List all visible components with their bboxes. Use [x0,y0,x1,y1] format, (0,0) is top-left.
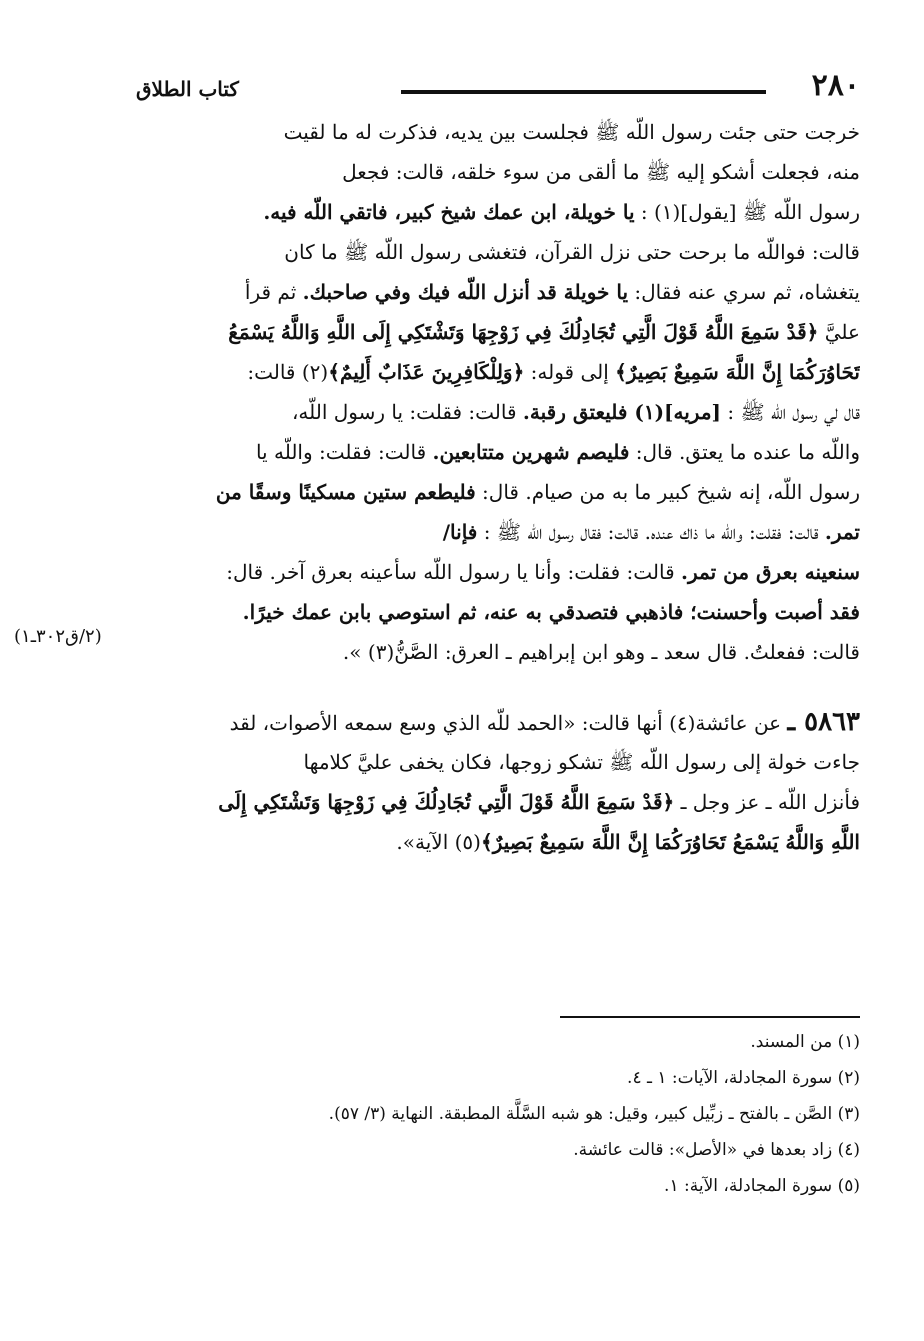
text-line [136,592,860,632]
text-segment: (٥) الآية». [396,830,481,854]
text-line [136,632,860,672]
text-line [136,152,860,192]
book-title: كتاب الطلاق [136,77,239,101]
page-number: ٢٨٠ [811,68,860,103]
text-segment: عليَّ [818,320,860,344]
text-segment: قالت: فقلت: يا رسول اللّه، [291,400,523,424]
footnote-3: (٣) الصَّن ـ بالفتح ـ زبِّيل كبير، وقيل: هو شبه السَّلَّة المطبقة. النهاية (٣/ ٥٧). [328,1104,860,1124]
text-segment: عن عائشة(٤) أنها قالت: «الحمد للّه الذي وسع سمعه الأصوات، لقد [229,711,782,735]
bold-text-segment: فليصم شهرين متتابعين. [432,440,630,464]
bold-text-segment: تَحَاوُرَكُمَا إِنَّ اللَّهَ سَمِيعٌ بَصِيرٌ﴾ [615,360,860,384]
text-line [136,192,860,232]
footnote-5: (٥) سورة المجادلة، الآية: ١. [664,1176,860,1196]
bold-text-segment: اللَّهِ وَاللَّهُ يَسْمَعُ تَحَاوُرَكُمَا إِنَّ اللَّهَ سَمِيعٌ بَصِيرٌ﴾ [480,830,860,854]
bold-text-segment: ﴿قَدْ سَمِعَ اللَّهُ قَوْلَ الَّتِي تُجَادِلُكَ فِي زَوْجِهَا وَتَشْتَكِي إِلَى اللَّهِ وَاللَّهُ يَسْمَعُ [228,320,819,344]
text-segment: قالت: فواللّه ما برحت حتى نزل القرآن، فتغشى رسول اللّه ﷺ ما كان [284,240,860,264]
footnotes [136,1024,860,1204]
text-line [136,702,860,742]
text-segment: يتغشاه، ثم سري عنه فقال: [628,280,860,304]
footnote-4: (٤) زاد بعدها في «الأصل»: قالت عائشة. [573,1140,860,1160]
text-segment: قالت: فقلت: واللّه يا [255,440,433,464]
text-line [136,392,860,432]
bold-text-segment: سنعينه بعرق من تمر. [681,560,860,584]
text-line [136,782,860,822]
bold-text-segment: فقد أصبت وأحسنت؛ فاذهبي فتصدقي به عنه، ثم استوصي بابن عمك خيرًا. [242,600,860,624]
text-segment: إلى قوله: [524,360,616,384]
text-line [136,272,860,312]
bold-text-segment: فإنا/ [442,520,478,544]
text-segment: قالت: ففعلتُ. قال سعد ـ وهو ابن إبراهيم ـ العرق: الصَّنُّ(٣) ». [342,640,860,664]
text-line [136,822,860,862]
text-segment: قالت: فقلت: وأنا يا رسول اللّه سأعينه بعرق آخر. قال: [226,560,682,584]
hadith-number: ٥٨٦٣ ـ [787,707,860,737]
text-line [136,512,860,552]
text-segment: قال لي رسول اللّه ﷺ : [721,400,860,424]
footnote-2: (٢) سورة المجادلة، الآيات: ١ ـ ٤. [627,1068,860,1088]
bold-text-segment: ﴿قَدْ سَمِعَ اللَّهُ قَوْلَ الَّتِي تُجَادِلُكَ فِي زَوْجِهَا وَتَشْتَكِي إِلَى [218,790,675,814]
text-segment: واللّه ما عنده ما يعتق. قال: [629,440,860,464]
header-rule [401,90,766,94]
body-text [136,112,860,862]
text-line [136,552,860,592]
text-segment: فأنزل اللّه ـ عز وجل ـ [674,790,860,814]
text-line [136,432,860,472]
text-segment: خرجت حتى جئت رسول اللّه ﷺ فجلست بين يديه، فذكرت له ما لقيت [283,120,860,144]
text-segment: (٢) قالت: [247,360,329,384]
text-line [136,112,860,152]
text-segment: ثم قرأ [244,280,303,304]
page-header [136,60,860,110]
text-line [136,742,860,782]
bold-text-segment: يا خويلة، ابن عمك شيخ كبير، فاتقي اللّه فيه. [263,200,635,224]
bold-text-segment: ﴿وَلِلْكَافِرِينَ عَذَابٌ أَلِيمٌ﴾ [328,360,525,384]
text-segment: قالت: فقلت: واللّه ما ذاك عنده. قالت: فقال رسول اللّه ﷺ : [477,520,825,544]
text-line [136,472,860,512]
text-segment: رسول اللّه، إنه شيخ كبير ما به من صيام. قال: [475,480,860,504]
hadith-paragraph [136,702,860,862]
bold-text-segment: فليطعم ستين مسكينًا وسقًا من [215,480,476,504]
text-line [136,312,860,352]
bold-text-segment: يا خويلة قد أنزل اللّه فيك وفي صاحبك. [302,280,629,304]
manuscript-reference: (٢/ق٣٠٢ـ١) [14,626,102,647]
text-line [136,232,860,272]
footnote-rule [560,1016,860,1018]
text-line [136,352,860,392]
narration-paragraph [136,112,860,672]
bold-text-segment: تمر. [824,520,860,544]
text-segment: جاءت خولة إلى رسول اللّه ﷺ تشكو زوجها، فكان يخفى عليَّ كلامها [303,750,860,774]
footnote-1: (١) من المسند. [750,1032,860,1052]
text-segment: منه، فجعلت أشكو إليه ﷺ ما ألقى من سوء خلقه، قالت: فجعل [342,160,860,184]
bold-text-segment: [مريه](١) فليعتق رقبة. [522,400,722,424]
text-segment: رسول اللّه ﷺ [يقول](١) : [634,200,860,224]
